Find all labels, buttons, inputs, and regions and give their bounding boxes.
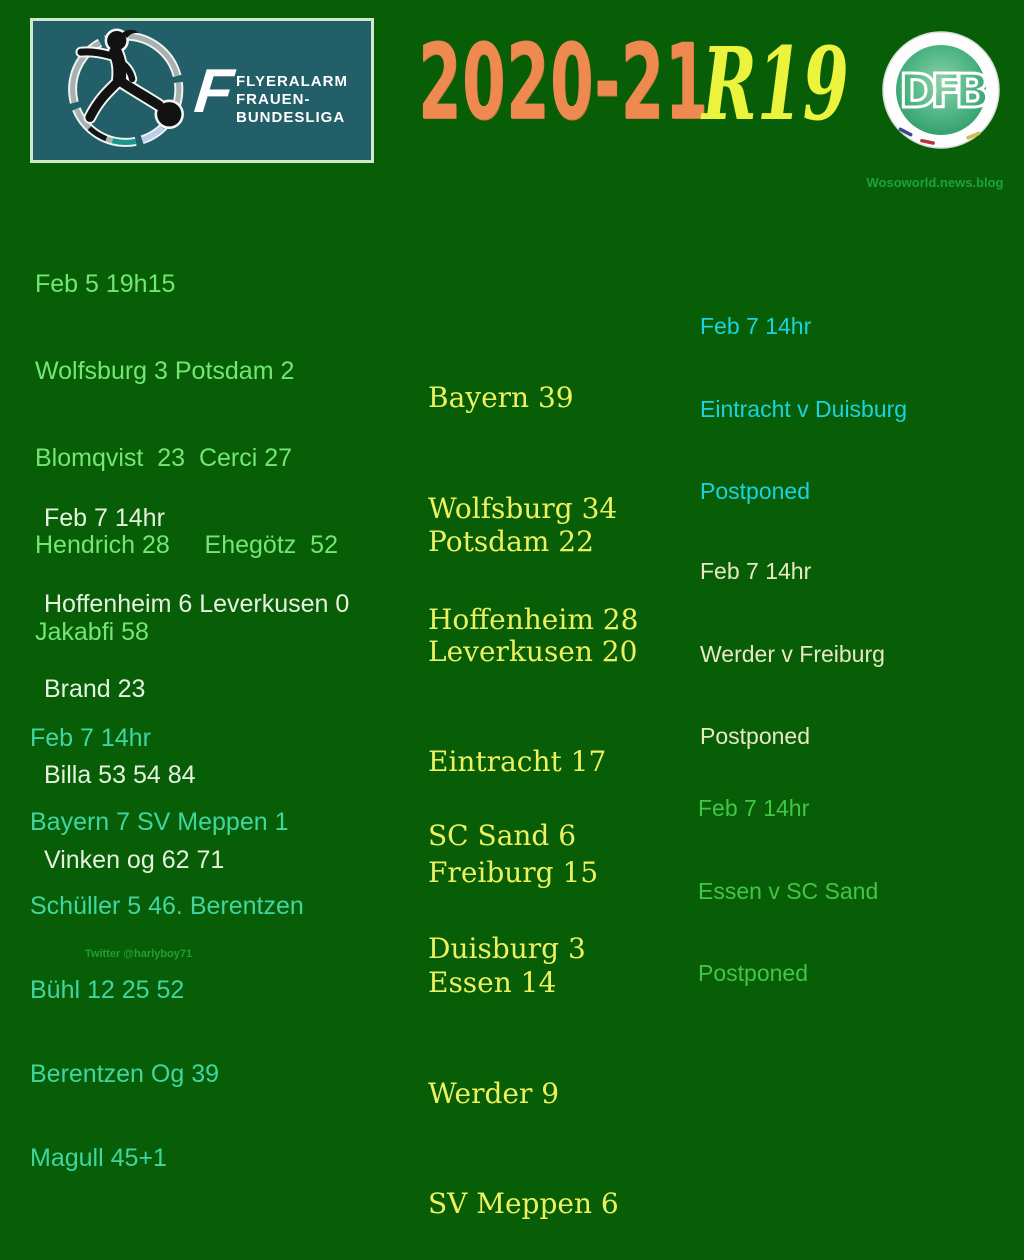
result-bayern-meppen xyxy=(30,668,304,1200)
twitter-credit: Twitter @harlyboy71 xyxy=(85,948,193,960)
round-title: R19 xyxy=(702,25,849,143)
fixture-teams: Essen v SC Sand xyxy=(698,877,879,904)
standings-row: Wolfsburg 34 xyxy=(428,492,618,525)
fixture-werder-freiburg xyxy=(700,503,885,778)
result-scorers: Brand 23 xyxy=(44,675,146,703)
result-scorers: Hendrich 28 Ehegötz 52 xyxy=(35,531,338,559)
fixture-status: Postponed xyxy=(700,478,810,504)
standings-row: Essen 14 xyxy=(428,966,557,1000)
fixture-eintracht-duisburg xyxy=(700,258,907,533)
standings-row: SC Sand 6 xyxy=(428,819,577,852)
brand-line-frauen: FRAUEN- xyxy=(236,91,311,108)
result-datetime: Feb 5 19h15 xyxy=(35,270,176,298)
standings-row: Duisburg 3 xyxy=(428,931,586,965)
brand-line-flyeralarm: FLYERALARM xyxy=(236,73,348,90)
result-datetime: Feb 7 14hr xyxy=(30,724,151,752)
result-scorers: Billa 53 54 84 xyxy=(44,760,196,789)
result-scorers: Magull 45+1 xyxy=(30,1144,167,1172)
standings-row: Bayern 39 xyxy=(428,381,574,414)
result-scorers: Berentzen Og 39 xyxy=(30,1060,220,1088)
fixture-datetime: Feb 7 14hr xyxy=(698,795,810,821)
site-credit: Wosoworld.news.blog xyxy=(866,175,1004,190)
standings-row: Freiburg 15 xyxy=(428,855,599,889)
fixture-datetime: Feb 7 14hr xyxy=(700,558,812,584)
league-brand-text xyxy=(236,73,348,127)
soccer-ball-icon xyxy=(157,102,181,126)
result-datetime: Feb 7 14hr xyxy=(44,504,165,532)
brand-line-bundesliga: BUNDESLIGA xyxy=(236,109,346,126)
fixture-teams: Werder v Freiburg xyxy=(700,640,885,667)
fixture-datetime: Feb 7 14hr xyxy=(700,313,812,339)
result-scorers: Vinken og 62 71 xyxy=(44,846,225,874)
standings-row: Werder 9 xyxy=(428,1076,560,1110)
standings-bottom-group xyxy=(428,742,586,1005)
standings-row: Potsdam 22 xyxy=(428,524,594,558)
fixture-status: Postponed xyxy=(698,960,808,986)
frauen-bundesliga-logo-box xyxy=(30,18,374,163)
standings-row: Hoffenheim 28 xyxy=(428,603,639,636)
fixture-status: Postponed xyxy=(700,723,810,749)
result-scoreline: Bayern 7 SV Meppen 1 xyxy=(30,808,289,836)
standings-row: Eintracht 17 xyxy=(428,745,607,779)
standings-row: Leverkusen 20 xyxy=(428,634,638,668)
season-title: 2020-21 xyxy=(418,21,709,143)
result-scorers: Bühl 12 25 52 xyxy=(30,976,185,1004)
result-scorers: Jakabfi 58 xyxy=(35,618,149,646)
result-scoreline: Wolfsburg 3 Potsdam 2 xyxy=(35,357,295,385)
fixture-essen-scsand xyxy=(698,740,878,1015)
frauen-bundesliga-player-icon xyxy=(63,24,191,152)
standings-row: SV Meppen 6 xyxy=(428,1186,619,1220)
result-scorers: Schüller 5 46. Berentzen xyxy=(30,892,304,920)
fixture-teams: Eintracht v Duisburg xyxy=(700,395,908,422)
dfb-initials: DFB xyxy=(899,64,983,118)
dfb-logo-icon xyxy=(880,28,1002,158)
flyeralarm-f-icon: F xyxy=(191,57,237,126)
result-scorers: Blomqvist 23 Cerci 27 xyxy=(35,444,293,472)
result-scoreline: Hoffenheim 6 Leverkusen 0 xyxy=(44,589,350,618)
